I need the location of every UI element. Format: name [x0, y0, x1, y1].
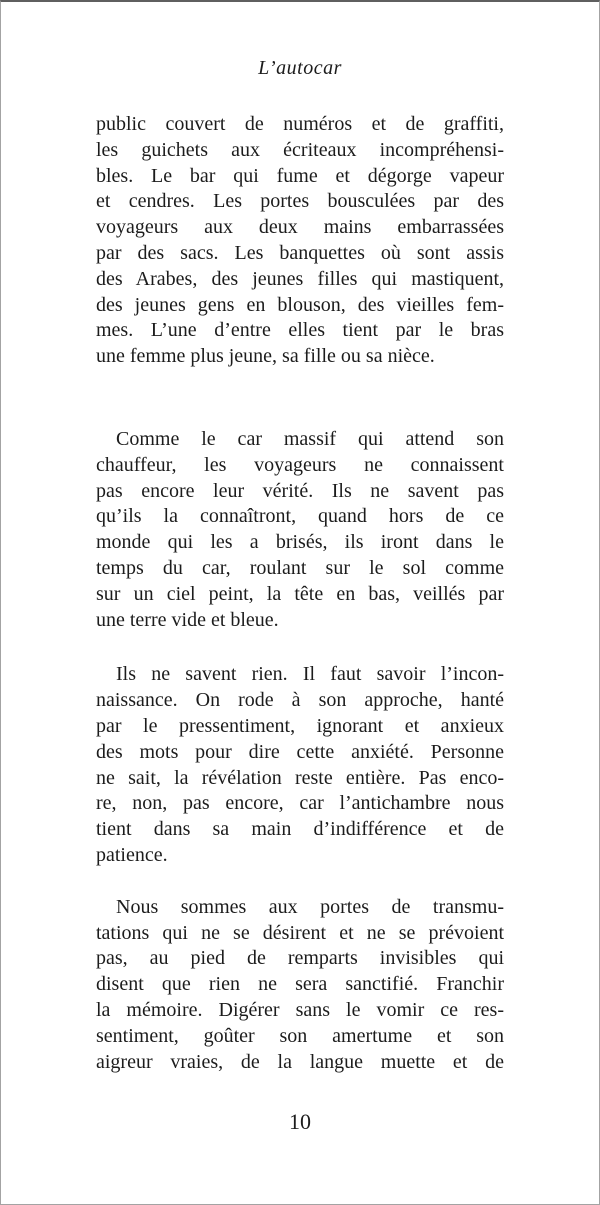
text-line: et cendres. Les portes bousculées par des — [96, 190, 504, 213]
text-line: pas encore leur vérité. Ils ne savent pas — [96, 479, 504, 502]
paragraph — [96, 895, 504, 1076]
text-line: une terre vide et bleue. — [96, 608, 279, 631]
text-line: des Arabes, des jeunes filles qui mastiquent, — [96, 267, 504, 290]
text-line: qu’ils la connaîtront, quand hors de ce — [96, 505, 504, 528]
text-line: tient dans sa main d’indifférence et de — [96, 818, 504, 841]
text-line: ne sait, la révélation reste entière. Pas enco- — [96, 766, 504, 789]
text-line: bles. Le bar qui fume et dégorge vapeur — [96, 164, 504, 187]
text-line: public couvert de numéros et de graffiti, — [96, 113, 504, 135]
paragraph — [96, 427, 504, 633]
text-line: voyageurs aux deux mains embarrassées — [96, 216, 504, 239]
paragraph — [96, 662, 504, 868]
text-line: par des sacs. Les banquettes où sont assis — [96, 241, 504, 264]
text-line: aigreur vraies, de la langue muette et de — [96, 1050, 504, 1073]
text-line: des jeunes gens en blouson, des vieilles fem- — [96, 293, 504, 316]
text-line: les guichets aux écriteaux incompréhensi- — [96, 138, 504, 161]
page-number: 10 — [289, 1109, 311, 1134]
text-line: sentiment, goûter son amertume et son — [96, 1024, 504, 1047]
text-line: pas, au pied de remparts invisibles qui — [96, 947, 504, 970]
text-line: temps du car, roulant sur le sol comme — [96, 556, 504, 579]
body-text — [96, 112, 504, 1075]
text-line: monde qui les a brisés, ils iront dans le — [96, 531, 504, 554]
text-line: mes. L’une d’entre elles tient par le bras — [96, 319, 504, 342]
text-line: Comme le car massif qui attend son — [116, 427, 504, 450]
text-line: la mémoire. Digérer sans le vomir ce res- — [96, 998, 504, 1021]
text-line: par le pressentiment, ignorant et anxieux — [96, 714, 504, 737]
text-line: sur un ciel peint, la tête en bas, veillés par — [96, 582, 504, 605]
text-line: chauffeur, les voyageurs ne connaissent — [96, 453, 504, 476]
text-line: Ils ne savent rien. Il faut savoir l’incon- — [116, 663, 504, 686]
running-title: L’autocar — [258, 57, 342, 79]
text-line: re, non, pas encore, car l’antichambre nous — [96, 792, 504, 815]
text-line: Nous sommes aux portes de transmu- — [116, 895, 504, 918]
text-line: tations qui ne se désirent et ne se prévoient — [96, 921, 504, 944]
text-line: une femme plus jeune, sa fille ou sa nièce. — [96, 345, 435, 368]
paragraph — [96, 112, 504, 370]
text-line: patience. — [96, 843, 168, 866]
text-line: disent que rien ne sera sanctifié. Franchir — [96, 973, 504, 996]
text-line: naissance. On rode à son approche, hanté — [96, 689, 504, 712]
text-line: des mots pour dire cette anxiété. Personne — [96, 740, 504, 763]
